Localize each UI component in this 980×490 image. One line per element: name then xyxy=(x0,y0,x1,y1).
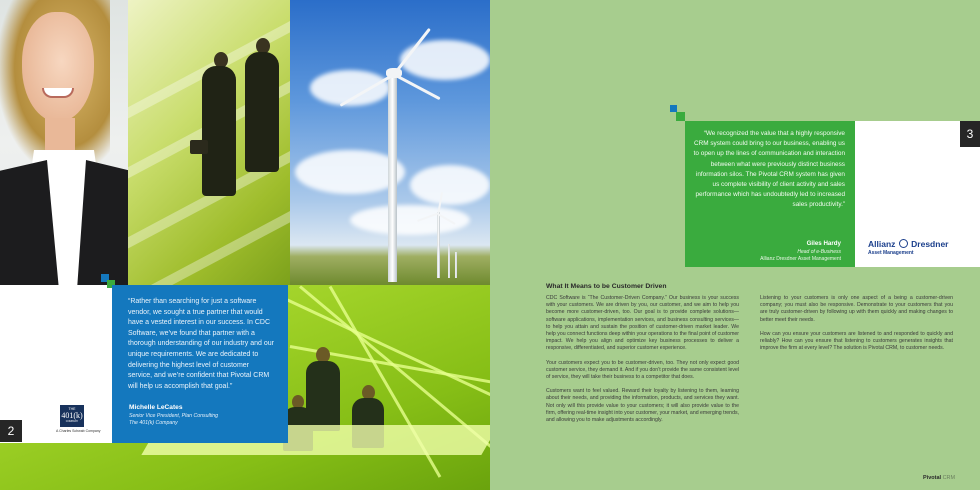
body-paragraph: CDC Software is “The Customer-Driven Company.” Our business is your success with your customers. We are driven by you, our customer, and we aim to help you become more customer-driven, too. Our goal is to provide complete solutions—software applications, implementation services, and business consulting services—to help you attain and sustain the position of customer-driven market leader. We help you connect functions deep within your operations to the final point of customer impact. We help you align and optimize key business processes to deliver a responsive, differentiated, and superior customer experience. xyxy=(546,295,739,352)
quote-author: Giles Hardy xyxy=(806,240,841,247)
logo-subtitle: Asset Management xyxy=(868,250,914,256)
body-paragraph: Listening to your customers is only one aspect of a being a customer-driven company; you must also be responsive. Demonstrate to your customers that you are truly customer-driven by following up with them quickly and making changes to better meet their needs. xyxy=(760,295,953,323)
author-company: The 401(k) Company xyxy=(129,420,178,426)
body-column-1 xyxy=(546,295,739,431)
portrait-photo xyxy=(0,0,128,285)
customer-quote-box xyxy=(685,121,855,267)
portrait-face xyxy=(22,12,94,122)
author-company: Allianz Dresdner Asset Management xyxy=(760,256,841,262)
decorative-square xyxy=(670,105,677,112)
turbine-hub xyxy=(386,68,402,78)
body-paragraph: Customers want to feel valued. Reward their loyalty by listening to them, learning about their needs, and providing the information, products, and services they want. Not only will this provide value to your customers; it will also provide value to the firm, offering real-time insight into your customer, your market, and emerging trends, and allowing you to make adjustments accordingly. xyxy=(546,388,739,424)
turbine-tower xyxy=(455,252,457,278)
businessman-figure xyxy=(245,52,279,172)
customer-quote-box xyxy=(112,285,288,443)
turbine-tower xyxy=(448,244,450,278)
businessman-figure xyxy=(202,66,236,196)
wind-turbine-photo xyxy=(290,0,490,285)
quote-text: “We recognized the value that a highly responsive CRM system could bring to our business, enabling us to open up the lines of communication and interaction between what were previously distinct business information silos. The Pivotal CRM system has given us complete visibility of client activity and sales performance which has undoubtedly led to increased sales productivity.” xyxy=(693,130,845,209)
the-401k-company-logo xyxy=(60,405,84,427)
turbine-tower xyxy=(437,212,440,278)
author-title: Head of e-Business xyxy=(797,249,841,255)
logo-line: 401(k) xyxy=(61,411,83,420)
logo-subtitle: A Charles Schwab Company xyxy=(56,429,101,433)
brand-name: Pivotal xyxy=(923,475,942,481)
logo-line: THE xyxy=(68,407,76,411)
logo-word: Dresdner xyxy=(911,239,949,249)
body-column-2 xyxy=(760,295,953,359)
section-heading: What It Means to be Customer Driven xyxy=(546,283,667,290)
brand-product: CRM xyxy=(942,475,956,481)
logo-line: COMPANY xyxy=(65,420,79,423)
body-paragraph: Your customers expect you to be customer-driven, too. They not only expect good customer service, they demand it. And if you don’t provide the same consistent level of service, they will take their business to a competitor that does. xyxy=(546,359,739,381)
quote-author-role xyxy=(129,413,218,427)
cloud xyxy=(410,165,490,205)
right-page xyxy=(490,0,980,490)
decorative-square xyxy=(676,112,685,121)
eagle-icon xyxy=(899,239,908,248)
portrait-smile xyxy=(42,88,74,98)
quote-author: Michelle LeCates xyxy=(129,404,183,411)
body-paragraph: How can you ensure your customers are listened to and responded to quickly and reliably? How can you ensure that listening to customers generates insights that improve the firm at every level? The solution is Pivotal CRM, to customer needs. xyxy=(760,330,953,352)
briefcase xyxy=(190,140,208,154)
logo-word: Allianz xyxy=(868,239,896,249)
quote-text: “Rather than searching for just a software vendor, we sought a true partner that would have a vested interest in our success. In CDC Software, we’ve found that partner with a thorough understanding of our industry and our unique requirements. We are dedicated to delivering the highest level of customer service, and we’re confident that Pivotal CRM will help us accomplish that goal.” xyxy=(128,298,274,390)
quote-author-role xyxy=(760,249,841,263)
businessmen-photo xyxy=(128,0,290,285)
footer-brand xyxy=(923,475,955,481)
turbine-tower xyxy=(388,72,397,282)
page-number: 2 xyxy=(0,420,22,442)
author-title: Senior Vice President, Plan Consulting xyxy=(129,413,219,419)
page-number: 3 xyxy=(960,121,980,147)
allianz-dresdner-logo xyxy=(868,239,948,249)
